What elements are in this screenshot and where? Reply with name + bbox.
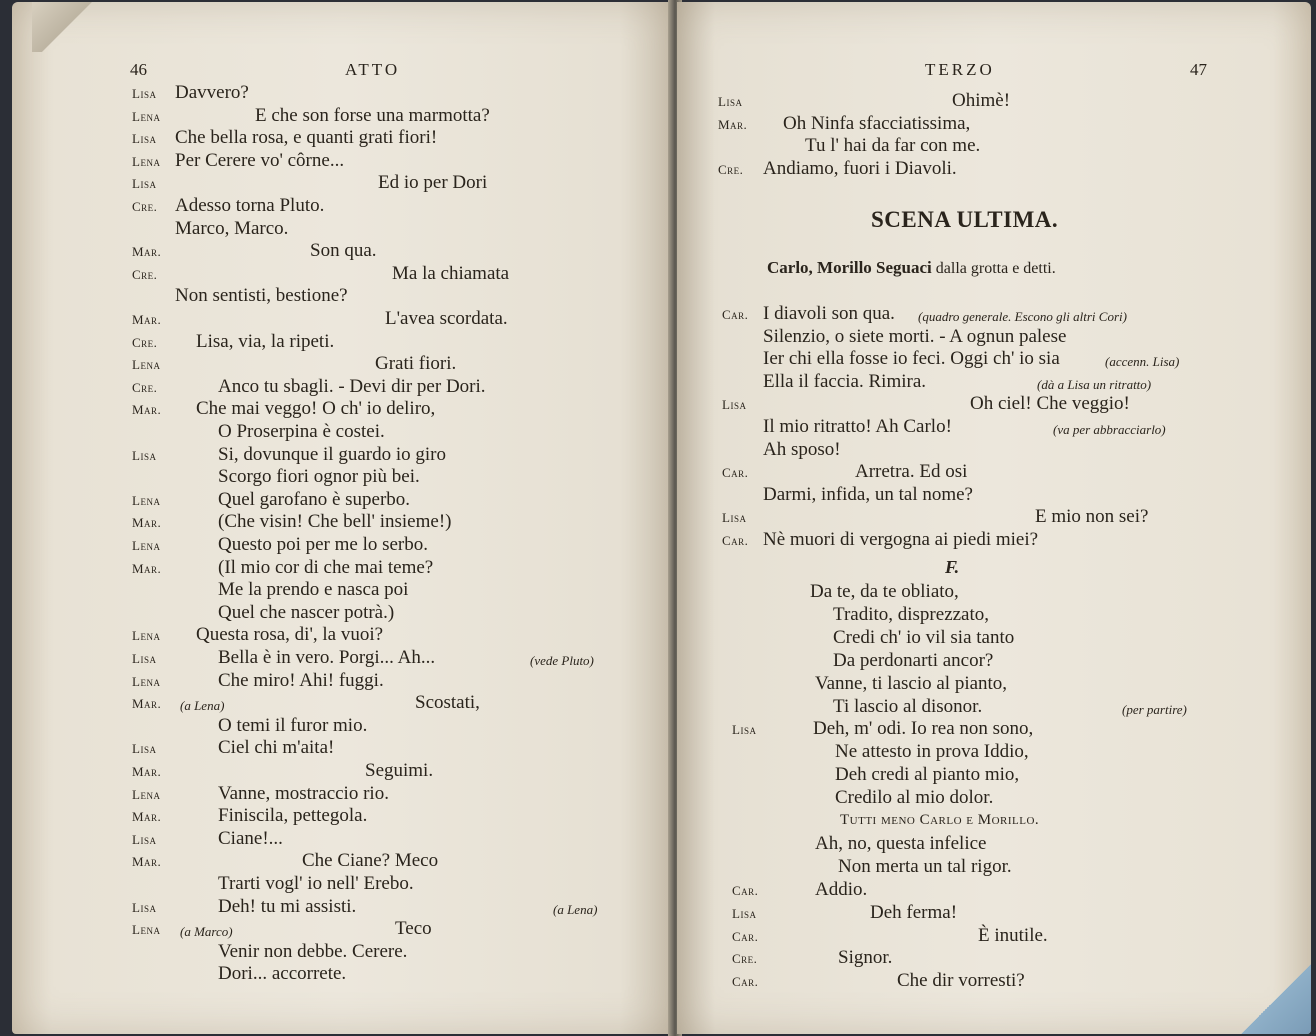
page-number: 47	[1190, 60, 1207, 79]
worn-corner	[32, 2, 92, 52]
dialogue-text: Darmi, infida, un tal nome?	[763, 483, 973, 505]
speaker-label: Lisa	[722, 397, 747, 413]
script-line	[12, 782, 672, 805]
script-line	[12, 330, 672, 353]
speaker-label: Lisa	[132, 447, 157, 463]
script-line	[12, 804, 672, 827]
script-line	[677, 580, 1311, 603]
dialogue-text: Oh Ninfa sfacciatissima,	[783, 112, 971, 134]
speaker-label: Lisa	[718, 94, 743, 109]
dialogue-text: Addio.	[815, 878, 868, 900]
script-line	[12, 284, 672, 307]
script-line	[12, 601, 672, 624]
script-line	[677, 505, 1311, 528]
speaker-label: Lena	[132, 786, 161, 802]
speaker-label: Lena	[132, 153, 161, 169]
dialogue-text: Tutti meno Carlo e Morillo.	[840, 812, 1040, 828]
dialogue-text: Deh! tu mi assisti.	[218, 895, 357, 917]
speaker-label: Mar.	[132, 560, 162, 576]
speaker-label: Car.	[732, 974, 759, 990]
dialogue-text: E mio non sei?	[1035, 506, 1149, 528]
speaker-label: Cre.	[132, 266, 158, 282]
script-line	[677, 134, 1311, 157]
dialogue-text: O temi il furor mio.	[218, 714, 368, 736]
script-line	[12, 962, 672, 985]
speaker-label: Lena	[132, 108, 161, 124]
script-line	[677, 112, 1311, 135]
right-page	[677, 2, 1311, 1034]
speaker-label: Lena	[132, 492, 161, 508]
dialogue-text: Bella è in vero. Porgi... Ah...	[218, 647, 436, 668]
script-line	[677, 901, 1311, 924]
dialogue-text: Andiamo, fuori i Diavoli.	[763, 158, 957, 180]
dialogue-text: Adesso torna Pluto.	[175, 195, 325, 216]
dialogue-text: Teco	[395, 918, 432, 940]
script-line	[12, 488, 672, 511]
dialogue-text: E che son forse una marmotta?	[255, 104, 490, 126]
dialogue-text: Quel garofano è superbo.	[218, 488, 411, 510]
dialogue-text: Davvero?	[175, 82, 249, 103]
speaker-label: Lisa	[132, 899, 157, 915]
dialogue-text: Tu l' hai da far con me.	[805, 135, 981, 157]
dialogue-text: Arretra. Ed osi	[855, 461, 968, 483]
speaker-label: Car.	[722, 533, 749, 548]
speaker-label: Lisa	[132, 831, 157, 847]
dialogue-text: Seguimi.	[365, 760, 434, 781]
dialogue-text: Marco, Marco.	[175, 217, 289, 239]
script-line	[677, 832, 1311, 855]
dialogue-text: Da te, da te obliato,	[810, 581, 959, 602]
script-line	[12, 556, 672, 579]
script-line	[12, 827, 672, 850]
dialogue-text: Che mai veggo! O ch' io deliro,	[196, 398, 436, 420]
script-line	[12, 104, 672, 127]
speaker-label: Lena	[132, 628, 161, 644]
stage-direction: (va per abbracciarlo)	[1053, 422, 1166, 437]
dialogue-text: Son qua.	[310, 240, 377, 262]
stage-direction: (a Lena)	[180, 698, 225, 714]
speaker-label: Lisa	[732, 905, 757, 921]
dialogue-text: Scorgo fiori ognor più bei.	[218, 466, 420, 488]
speaker-label: Mar.	[132, 515, 162, 531]
speaker-label: Car.	[732, 928, 759, 944]
dialogue-text: Si, dovunque il guardo io giro	[218, 443, 446, 465]
script-line	[677, 695, 1311, 718]
speaker-label: Lena	[132, 357, 161, 373]
dialogue-text: Che Ciane? Meco	[302, 850, 439, 872]
dialogue-text: Scostati,	[415, 692, 480, 714]
speaker-label: Cre.	[132, 334, 158, 350]
dialogue-text: Vanne, ti lascio al pianto,	[815, 672, 1008, 694]
stage-direction: (quadro generale. Escono gli altri Cori)	[918, 309, 1127, 324]
script-line	[12, 397, 672, 420]
dialogue-text: Ne attesto in prova Iddio,	[835, 741, 1029, 763]
dialogue-text: Finiscila, pettegola.	[218, 805, 368, 827]
dialogue-text: Che dir vorresti?	[897, 970, 1025, 992]
script-line	[677, 878, 1311, 901]
speaker-label: Lisa	[132, 741, 157, 757]
stage-direction: (accenn. Lisa)	[1105, 354, 1180, 370]
speaker-label: Lisa	[132, 176, 157, 192]
scene-direction: dalla grotta e detti.	[935, 260, 1056, 277]
scene-characters: Carlo, Morillo Seguaci	[767, 258, 932, 277]
dialogue-text: Lisa, via, la ripeti.	[196, 330, 335, 352]
speaker-label: Lisa	[132, 651, 157, 666]
dialogue-text: Ciel chi m'aita!	[218, 737, 335, 759]
speaker-label: Car.	[722, 465, 749, 481]
speaker-label: Mar.	[132, 809, 162, 825]
speaker-label: Car.	[732, 882, 759, 898]
script-line	[12, 217, 672, 240]
dialogue-text: Silenzio, o siete morti. - A ognun palese	[763, 325, 1067, 347]
script-line	[677, 626, 1311, 649]
page-number: 46	[130, 60, 147, 79]
script-line	[12, 578, 672, 601]
dialogue-text: Vanne, mostraccio rio.	[218, 782, 389, 804]
page-corner	[1241, 964, 1311, 1034]
speaker-label: Mar.	[132, 854, 162, 870]
script-line	[677, 924, 1311, 947]
dialogue-text: Dori... accorrete.	[218, 963, 347, 985]
script-line	[12, 691, 672, 714]
speaker-label: Cre.	[732, 951, 758, 967]
script-line	[677, 809, 1311, 832]
script-line	[677, 460, 1311, 483]
script-line	[677, 740, 1311, 763]
dialogue-text: Deh ferma!	[870, 901, 958, 923]
speaker-label: Cre.	[132, 199, 158, 214]
dialogue-text: Credi ch' io vil sia tanto	[833, 626, 1015, 648]
script-line	[677, 415, 1311, 438]
script-line	[677, 855, 1311, 878]
dialogue-text: Ohimè!	[952, 90, 1011, 111]
script-line	[12, 714, 672, 737]
script-line	[677, 786, 1311, 809]
dialogue-text: Tradito, disprezzato,	[833, 603, 990, 625]
speaker-label: Mar.	[718, 116, 748, 132]
speaker-label: Lena	[132, 538, 161, 553]
dialogue-text: Ma la chiamata	[392, 262, 510, 284]
script-line	[677, 157, 1311, 180]
speaker-label: Cre.	[718, 162, 744, 178]
dialogue-text: Ed io per Dori	[378, 172, 488, 194]
speaker-label: Mar.	[132, 244, 162, 260]
stage-direction: (a Lena)	[553, 901, 598, 917]
left-page	[12, 2, 672, 1034]
script-line	[677, 946, 1311, 969]
script-line	[677, 392, 1311, 415]
script-line	[12, 375, 672, 398]
script-line	[12, 669, 672, 692]
script-line	[12, 262, 672, 285]
dialogue-text: Nè muori di vergogna ai piedi miei?	[763, 529, 1039, 550]
script-line	[12, 465, 672, 488]
script-line	[12, 420, 672, 443]
dialogue-text: Ti lascio al disonor.	[833, 695, 983, 717]
speaker-label: Lena	[132, 922, 161, 938]
script-line	[12, 510, 672, 533]
dialogue-text: È inutile.	[978, 924, 1048, 946]
script-line	[12, 239, 672, 262]
dialogue-text: Ciane!...	[218, 827, 283, 849]
script-line	[12, 759, 672, 782]
dialogue-text: Che miro! Ahi! fuggi.	[218, 669, 384, 691]
dialogue-text: I diavoli son qua.	[763, 303, 895, 324]
script-line	[12, 171, 672, 194]
script-line	[12, 895, 672, 918]
dialogue-text: Ah, no, questa infelice	[815, 832, 987, 854]
stage-direction: (per partire)	[1122, 701, 1187, 717]
dialogue-text: Signor.	[838, 947, 893, 969]
page-header: ATTO	[345, 60, 401, 79]
speaker-label: Mar.	[132, 696, 162, 712]
speaker-label: Lena	[132, 673, 161, 689]
dialogue-text: O Proserpina è costei.	[218, 421, 385, 442]
dialogue-text: Deh credi al pianto mio,	[835, 764, 1020, 786]
dialogue-text: Ier chi ella fosse io feci. Oggi ch' io sia	[763, 348, 1060, 370]
speaker-label: Lisa	[722, 510, 747, 526]
speaker-label: Mar.	[132, 402, 162, 418]
dialogue-text: L'avea scordata.	[385, 308, 508, 329]
script-line	[12, 736, 672, 759]
script-line	[677, 969, 1311, 992]
script-line	[12, 940, 672, 963]
dialogue-text: Non merta un tal rigor.	[838, 855, 1012, 877]
speaker-label: Car.	[722, 307, 749, 322]
f-mark: F.	[945, 557, 960, 577]
script-line	[12, 623, 672, 646]
scene-subtitle	[767, 258, 1056, 278]
script-line	[12, 352, 672, 375]
script-line	[12, 194, 672, 217]
stage-direction: (a Marco)	[180, 924, 233, 940]
dialogue-text: Anco tu sbagli. - Devi dir per Dori.	[218, 375, 486, 397]
script-line	[12, 533, 672, 556]
dialogue-text: Credilo al mio dolor.	[835, 787, 994, 809]
script-line	[677, 483, 1311, 506]
speaker-label: Lisa	[132, 86, 157, 101]
dialogue-text: Quel che nascer potrà.)	[218, 601, 395, 623]
dialogue-text: Da perdonarti ancor?	[833, 649, 994, 671]
script-line	[677, 302, 1311, 325]
script-line	[12, 126, 672, 149]
dialogue-text: Ah sposo!	[763, 438, 841, 460]
dialogue-text: Ella il faccia. Rimira.	[763, 370, 927, 392]
script-line	[12, 849, 672, 872]
dialogue-text: Oh ciel! Che veggio!	[970, 393, 1130, 415]
dialogue-text: Che bella rosa, e quanti grati fiori!	[175, 127, 438, 149]
script-line	[12, 307, 672, 330]
script-line	[12, 443, 672, 466]
speaker-label: Cre.	[132, 379, 158, 395]
dialogue-text: Non sentisti, bestione?	[175, 285, 348, 307]
dialogue-text: Venir non debbe. Cerere.	[218, 940, 408, 962]
dialogue-text: Trarti vogl' io nell' Erebo.	[218, 873, 414, 894]
dialogue-text: Deh, m' odi. Io rea non sono,	[813, 718, 1034, 740]
stage-direction: (vede Pluto)	[530, 653, 594, 668]
dialogue-text: (Che visin! Che bell' insieme!)	[218, 511, 452, 533]
dialogue-text: Questa rosa, di', la vuoi?	[196, 624, 384, 646]
dialogue-text: Il mio ritratto! Ah Carlo!	[763, 416, 952, 437]
script-line	[677, 528, 1311, 551]
script-line	[677, 370, 1311, 393]
script-line	[677, 347, 1311, 370]
script-line	[12, 917, 672, 940]
dialogue-text: Per Cerere vo' côrne...	[175, 149, 345, 171]
script-line	[677, 763, 1311, 786]
speaker-label: Mar.	[132, 764, 162, 779]
speaker-label: Lisa	[132, 131, 157, 147]
speaker-label: Mar.	[132, 312, 162, 327]
script-line	[12, 149, 672, 172]
speaker-label: Lisa	[732, 722, 757, 738]
dialogue-text: Grati fiori.	[375, 353, 457, 375]
script-line	[677, 717, 1311, 740]
script-line	[12, 872, 672, 895]
dialogue-text: Questo poi per me lo serbo.	[218, 534, 429, 555]
stage-direction: (dà a Lisa un ritratto)	[1037, 376, 1152, 392]
dialogue-text: Me la prendo e nasca poi	[218, 579, 409, 601]
script-line	[677, 438, 1311, 461]
dialogue-text: (Il mio cor di che mai teme?	[218, 556, 434, 578]
script-line	[677, 325, 1311, 348]
script-line	[12, 646, 672, 669]
page-header: TERZO	[925, 60, 995, 79]
script-line	[677, 603, 1311, 626]
script-line	[677, 672, 1311, 695]
script-line	[677, 649, 1311, 672]
script-line	[12, 81, 672, 104]
script-line	[677, 89, 1311, 112]
scene-title: SCENA ULTIMA.	[871, 207, 1059, 232]
